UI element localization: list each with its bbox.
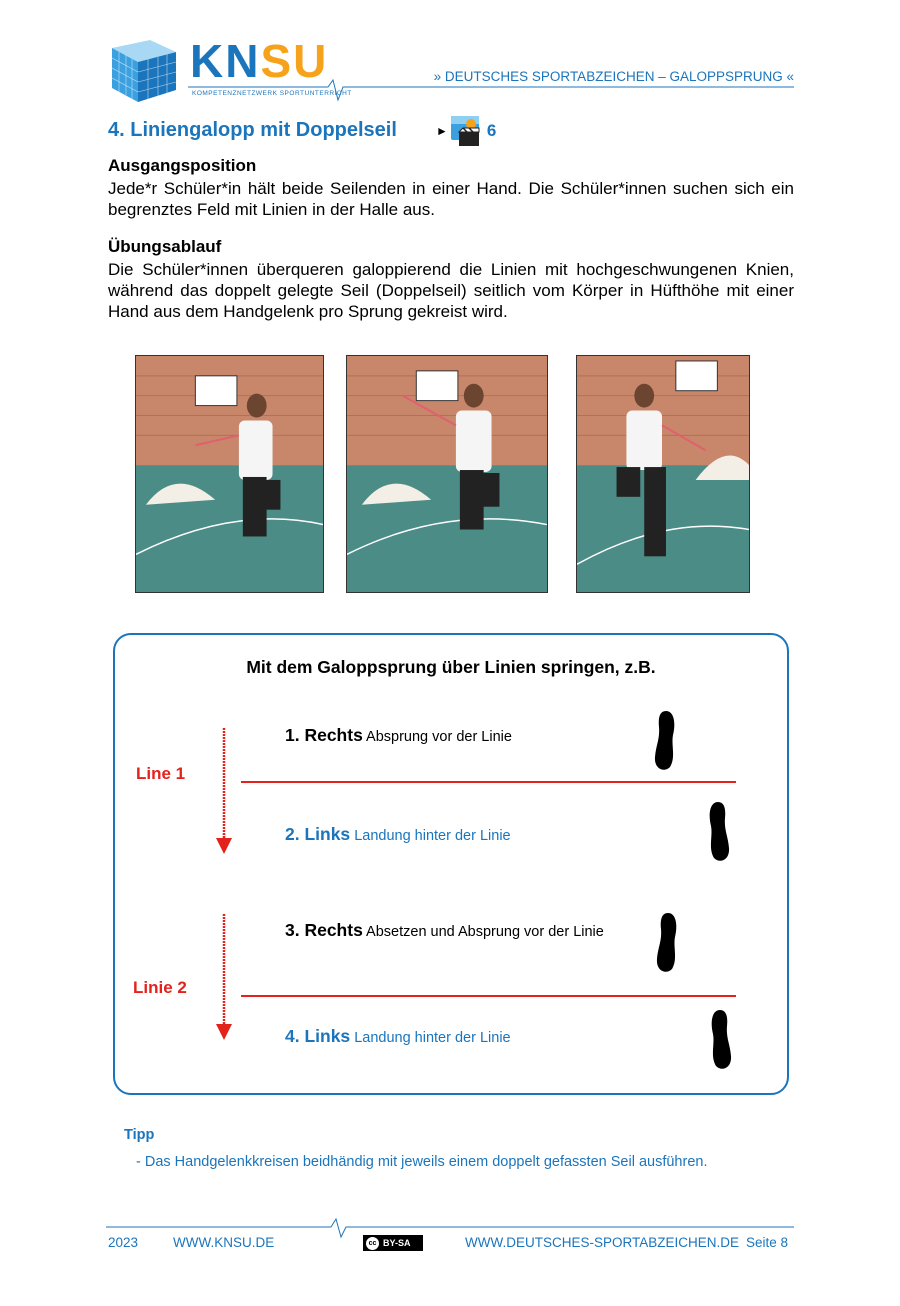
- down-arrow-icon: [214, 914, 234, 1042]
- video-clapper-icon: [449, 114, 483, 148]
- line-2: [241, 995, 736, 997]
- video-link[interactable]: [436, 114, 496, 148]
- uebungsablauf-text: Die Schüler*innen überqueren galoppierend die Linien mit hochgeschwungenen Knien, während das doppelt gelegte Seil (Doppelseil) seitlich vom Körper in Hüfthöhe mit einer Hand aus dem Handgelenk pro Sprung gekreist wird.: [108, 260, 794, 321]
- knsu-logo-cube: [108, 32, 180, 104]
- tipp-heading: Tipp: [124, 1127, 155, 1143]
- video-number: 6: [486, 121, 497, 140]
- exercise-photo-1: [135, 355, 324, 593]
- step-1: 1. Rechts Absprung vor der Linie: [285, 725, 512, 745]
- step-4: 4. Links Landung hinter der Linie: [285, 1026, 511, 1046]
- cc-license-badge[interactable]: [363, 1235, 423, 1251]
- document-title: » DEUTSCHES SPORTABZEICHEN – GALOPPSPRUNG «: [433, 69, 794, 84]
- step-3: 3. Rechts Absetzen und Absprung vor der Linie: [285, 920, 604, 940]
- tipp-item: - Das Handgelenkkreisen beidhändig mit jeweils einem doppelt gefassten Seil ausführen.: [136, 1154, 708, 1170]
- footprint-icon: [650, 709, 680, 771]
- footer-link-knsu[interactable]: WWW.KNSU.DE: [173, 1235, 275, 1250]
- footer-link-sportabzeichen[interactable]: WWW.DEUTSCHES-SPORTABZEICHEN.DE: [465, 1235, 740, 1250]
- play-arrow-icon: ►: [436, 124, 448, 138]
- diagram-title: Mit dem Galoppsprung über Linien springen, z.B.: [246, 657, 656, 677]
- section-title: 4. Liniengalopp mit Doppelseil: [108, 119, 397, 141]
- down-arrow-icon: [214, 728, 234, 856]
- ausgangsposition-text: Jede*r Schüler*in hält beide Seilenden in einer Hand. Die Schüler*innen suchen sich ein begrenztes Feld mit Linien in der Halle aus.: [108, 179, 794, 219]
- step-2: 2. Links Landung hinter der Linie: [285, 824, 511, 844]
- knsu-logo-text: KNSU: [190, 35, 329, 87]
- cc-icon: cc: [366, 1237, 379, 1250]
- footprint-icon: [652, 908, 682, 976]
- exercise-photo-2: [346, 355, 548, 593]
- line-2-label: Linie 2: [133, 978, 187, 997]
- footer-year: 2023: [108, 1235, 139, 1250]
- footprint-icon: [704, 800, 734, 862]
- exercise-photo-3: [576, 355, 750, 593]
- line-1: [241, 781, 736, 783]
- ausgangsposition-heading: Ausgangsposition: [108, 156, 257, 175]
- footprint-icon: [706, 1005, 736, 1073]
- footer-page-number: Seite 8: [746, 1235, 789, 1250]
- knsu-logo-subtitle: KOMPETENZNETZWERK SPORTUNTERRICHT: [192, 90, 352, 97]
- line-1-label: Line 1: [136, 764, 186, 783]
- uebungsablauf-heading: Übungsablauf: [108, 237, 222, 256]
- license-text: BY-SA: [383, 1238, 411, 1248]
